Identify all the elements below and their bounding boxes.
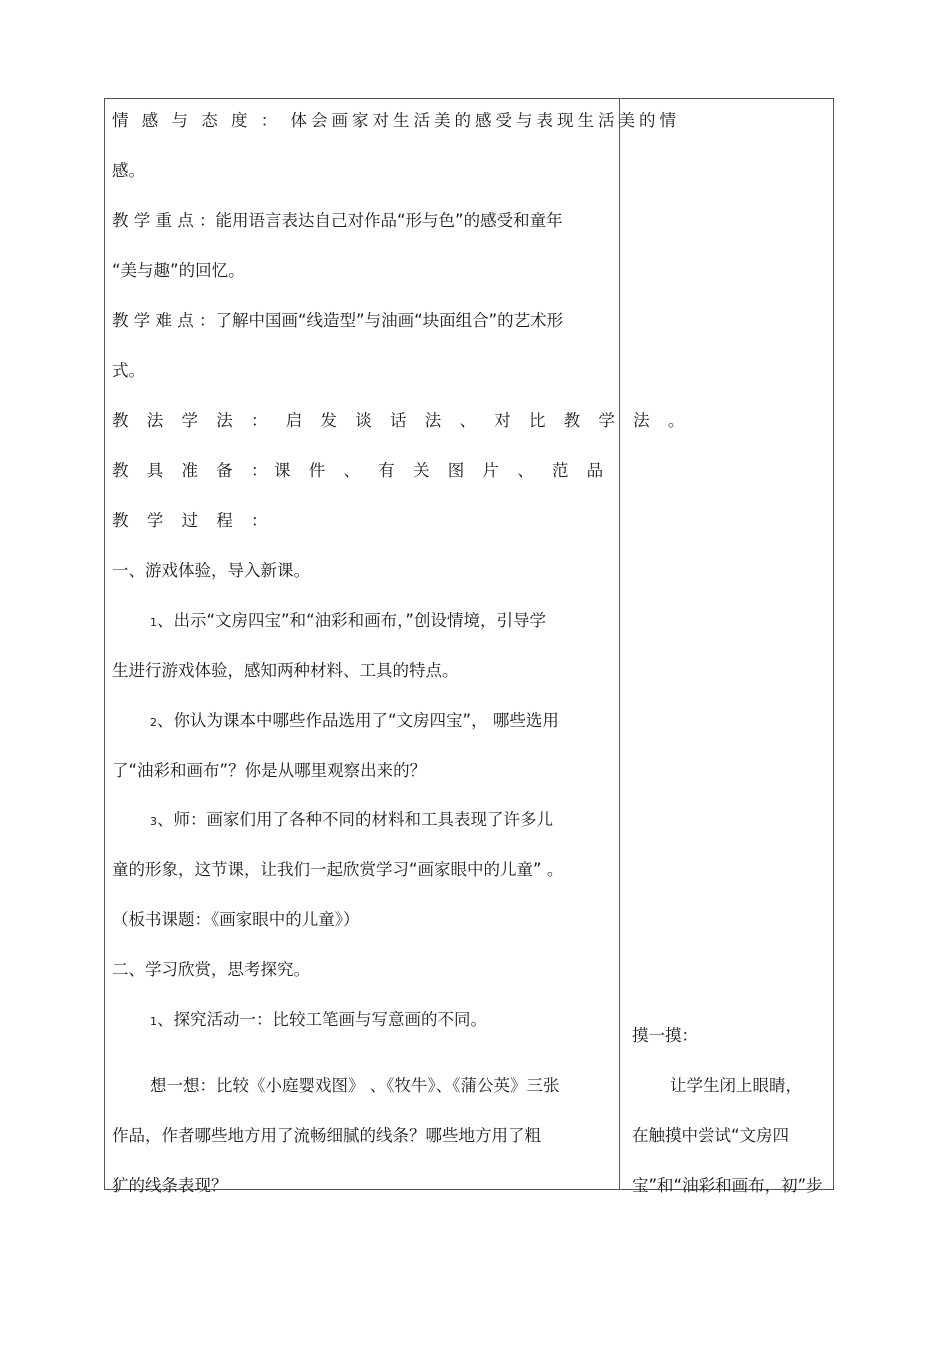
item-number: 3: [150, 815, 157, 828]
item-text: 、探究活动一：比较工笔画与写意画的不同。: [157, 1010, 487, 1029]
think-line-1: 想一想：比较《小庭婴戏图》 、《牧牛》、《蒲公英》三张: [150, 1076, 560, 1095]
methods-line: 教 法 学 法 ： 启 发 谈 话 法 、 对 比 教 学 法 。: [112, 411, 691, 430]
section-1-item-3-line-2: 童的形象，这节课，让我们一起欣赏学习“画家眼中的儿童” 。: [112, 860, 564, 879]
item-number: 1: [150, 1015, 157, 1028]
emotion-goal-line-1: 情 感 与 态 度 ： 体会画家对生活美的感受与表现生活美的情: [112, 111, 680, 130]
side-note-line-1: 让学生闭上眼睛，: [670, 1076, 802, 1095]
section-1-title: 一、游戏体验，导入新课。: [112, 561, 310, 580]
side-note-title: 摸一摸：: [632, 1026, 698, 1045]
side-note-line-2: 在触摸中尝试“文房四: [632, 1126, 790, 1145]
item-text: 、你认为课本中哪些作品选用了“文房四宝”， 哪些选用: [157, 711, 559, 730]
key-point-line-1: 教 学 重 点 ：能用语言表达自己对作品“形与色”的感受和童年: [112, 211, 563, 230]
section-1-item-1-line-2: 生进行游戏体验，感知两种材料、工具的特点。: [112, 661, 459, 680]
difficulty-line-2: 式。: [112, 361, 145, 380]
think-line-3: 犷的线条表现？: [112, 1176, 228, 1195]
difficulty-line-1: 教 学 难 点 ：了解中国画“线造型”与油画“块面组合”的艺术形: [112, 311, 564, 330]
section-1-item-3-line-3: （板书课题：《画家眼中的儿童》）: [112, 910, 360, 929]
column-divider: [619, 98, 620, 1190]
item-text: 、师：画家们用了各种不同的材料和工具表现了许多儿: [157, 810, 553, 829]
section-1-item-2-line-2: 了“油彩和画布”？你是从哪里观察出来的？: [112, 761, 427, 780]
think-line-2: 作品，作者哪些地方用了流畅细腻的线条？哪些地方用了粗: [112, 1126, 541, 1145]
section-1-item-1-line-1: [150, 609, 546, 635]
item-number: 2: [150, 716, 157, 729]
section-2-title: 二、学习欣赏，思考探究。: [112, 960, 310, 979]
section-2-item-1-line-1: [150, 1008, 487, 1034]
process-title: 教 学 过 程 ：: [112, 511, 274, 530]
item-text: 、出示“文房四宝”和“油彩和画布，”创设情境，引导学: [157, 611, 546, 630]
section-1-item-3-line-1: [150, 808, 553, 834]
side-note-line-3: 宝”和“油彩和画布，初”步: [632, 1176, 823, 1195]
key-point-line-2: “美与趣”的回忆。: [112, 261, 245, 280]
section-1-item-2-line-1: [150, 709, 559, 735]
emotion-goal-line-2: 感。: [112, 161, 145, 180]
item-number: 1: [150, 616, 157, 629]
materials-line: 教 具 准 备 ：课 件 、 有 关 图 片 、 范 品: [112, 461, 610, 480]
